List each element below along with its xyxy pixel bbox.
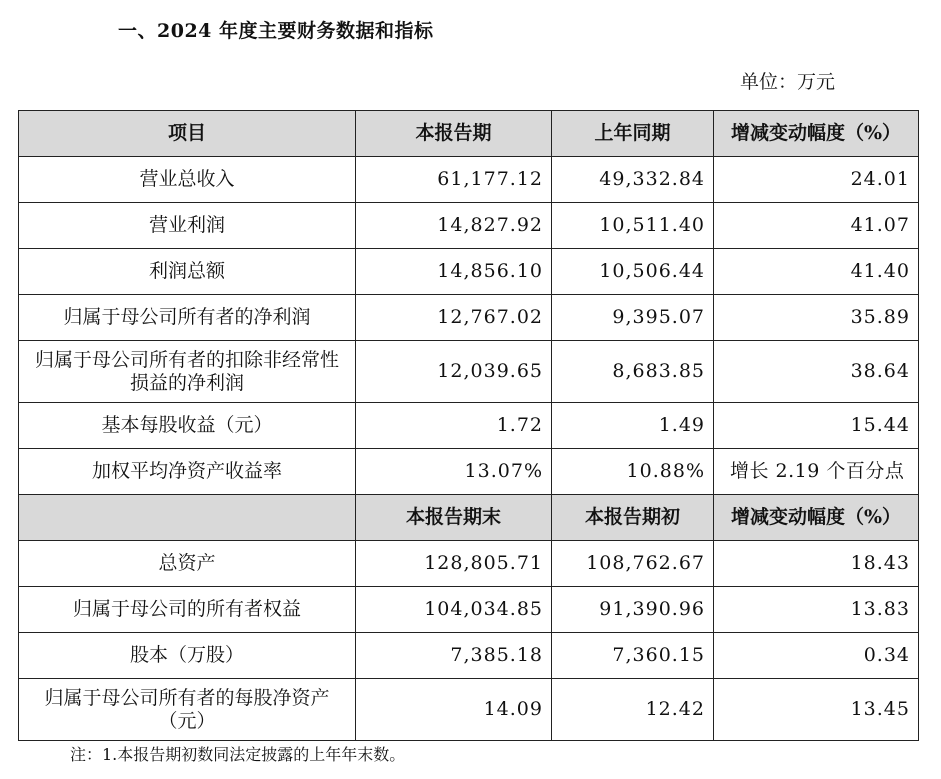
footnote: 注：1.本报告期初数同法定披露的上年年末数。 bbox=[70, 745, 406, 764]
cell-change: 41.40 bbox=[714, 249, 919, 295]
header-cell-item: 项目 bbox=[19, 111, 356, 157]
cell-change: 0.34 bbox=[714, 633, 919, 679]
cell-previous: 49,332.84 bbox=[552, 157, 714, 203]
table-row bbox=[19, 295, 919, 341]
table-header-row bbox=[19, 111, 919, 157]
cell-current: 14.09 bbox=[356, 679, 552, 741]
subheader-cell-change-pct: 增减变动幅度（%） bbox=[714, 495, 919, 541]
row-label: 营业利润 bbox=[19, 203, 356, 249]
table-row bbox=[19, 587, 919, 633]
cell-change: 13.45 bbox=[714, 679, 919, 741]
cell-previous: 1.49 bbox=[552, 403, 714, 449]
row-label: 利润总额 bbox=[19, 249, 356, 295]
cell-previous: 9,395.07 bbox=[552, 295, 714, 341]
row-label: 总资产 bbox=[19, 541, 356, 587]
subheader-cell-period-start: 本报告期初 bbox=[552, 495, 714, 541]
cell-current: 7,385.18 bbox=[356, 633, 552, 679]
row-label: 归属于母公司的所有者权益 bbox=[19, 587, 356, 633]
cell-change: 15.44 bbox=[714, 403, 919, 449]
row-label: 基本每股收益（元） bbox=[19, 403, 356, 449]
cell-change: 38.64 bbox=[714, 341, 919, 403]
table-row bbox=[19, 633, 919, 679]
cell-current: 13.07% bbox=[356, 449, 552, 495]
header-cell-prior-period: 上年同期 bbox=[552, 111, 714, 157]
row-label: 营业总收入 bbox=[19, 157, 356, 203]
financial-data-table bbox=[18, 110, 919, 741]
table-row bbox=[19, 679, 919, 741]
cell-current: 14,856.10 bbox=[356, 249, 552, 295]
cell-previous: 91,390.96 bbox=[552, 587, 714, 633]
table-row bbox=[19, 203, 919, 249]
table-row bbox=[19, 157, 919, 203]
unit-label: 单位：万元 bbox=[740, 71, 836, 93]
cell-current: 61,177.12 bbox=[356, 157, 552, 203]
table-row bbox=[19, 541, 919, 587]
cell-previous: 108,762.67 bbox=[552, 541, 714, 587]
row-label: 归属于母公司所有者的净利润 bbox=[19, 295, 356, 341]
subheader-cell-item bbox=[19, 495, 356, 541]
cell-current: 12,767.02 bbox=[356, 295, 552, 341]
header-cell-current-period: 本报告期 bbox=[356, 111, 552, 157]
cell-current: 104,034.85 bbox=[356, 587, 552, 633]
row-label: 加权平均净资产收益率 bbox=[19, 449, 356, 495]
cell-change: 18.43 bbox=[714, 541, 919, 587]
cell-change: 13.83 bbox=[714, 587, 919, 633]
cell-current: 14,827.92 bbox=[356, 203, 552, 249]
cell-change: 24.01 bbox=[714, 157, 919, 203]
cell-change: 增长 2.19 个百分点 bbox=[714, 449, 919, 495]
cell-change: 35.89 bbox=[714, 295, 919, 341]
table-row bbox=[19, 403, 919, 449]
cell-current: 128,805.71 bbox=[356, 541, 552, 587]
cell-current: 12,039.65 bbox=[356, 341, 552, 403]
row-label: 股本（万股） bbox=[19, 633, 356, 679]
row-label: 归属于母公司所有者的扣除非经常性损益的净利润 bbox=[19, 341, 356, 403]
cell-previous: 10,506.44 bbox=[552, 249, 714, 295]
subheader-cell-period-end: 本报告期末 bbox=[356, 495, 552, 541]
cell-previous: 10.88% bbox=[552, 449, 714, 495]
cell-previous: 10,511.40 bbox=[552, 203, 714, 249]
table-row bbox=[19, 449, 919, 495]
table-row bbox=[19, 249, 919, 295]
cell-previous: 8,683.85 bbox=[552, 341, 714, 403]
header-cell-change-pct: 增减变动幅度（%） bbox=[714, 111, 919, 157]
row-label: 归属于母公司所有者的每股净资产（元） bbox=[19, 679, 356, 741]
section-title: 一、2024 年度主要财务数据和指标 bbox=[118, 20, 434, 42]
cell-change: 41.07 bbox=[714, 203, 919, 249]
table-subheader-row bbox=[19, 495, 919, 541]
cell-previous: 7,360.15 bbox=[552, 633, 714, 679]
table-row bbox=[19, 341, 919, 403]
cell-current: 1.72 bbox=[356, 403, 552, 449]
cell-previous: 12.42 bbox=[552, 679, 714, 741]
